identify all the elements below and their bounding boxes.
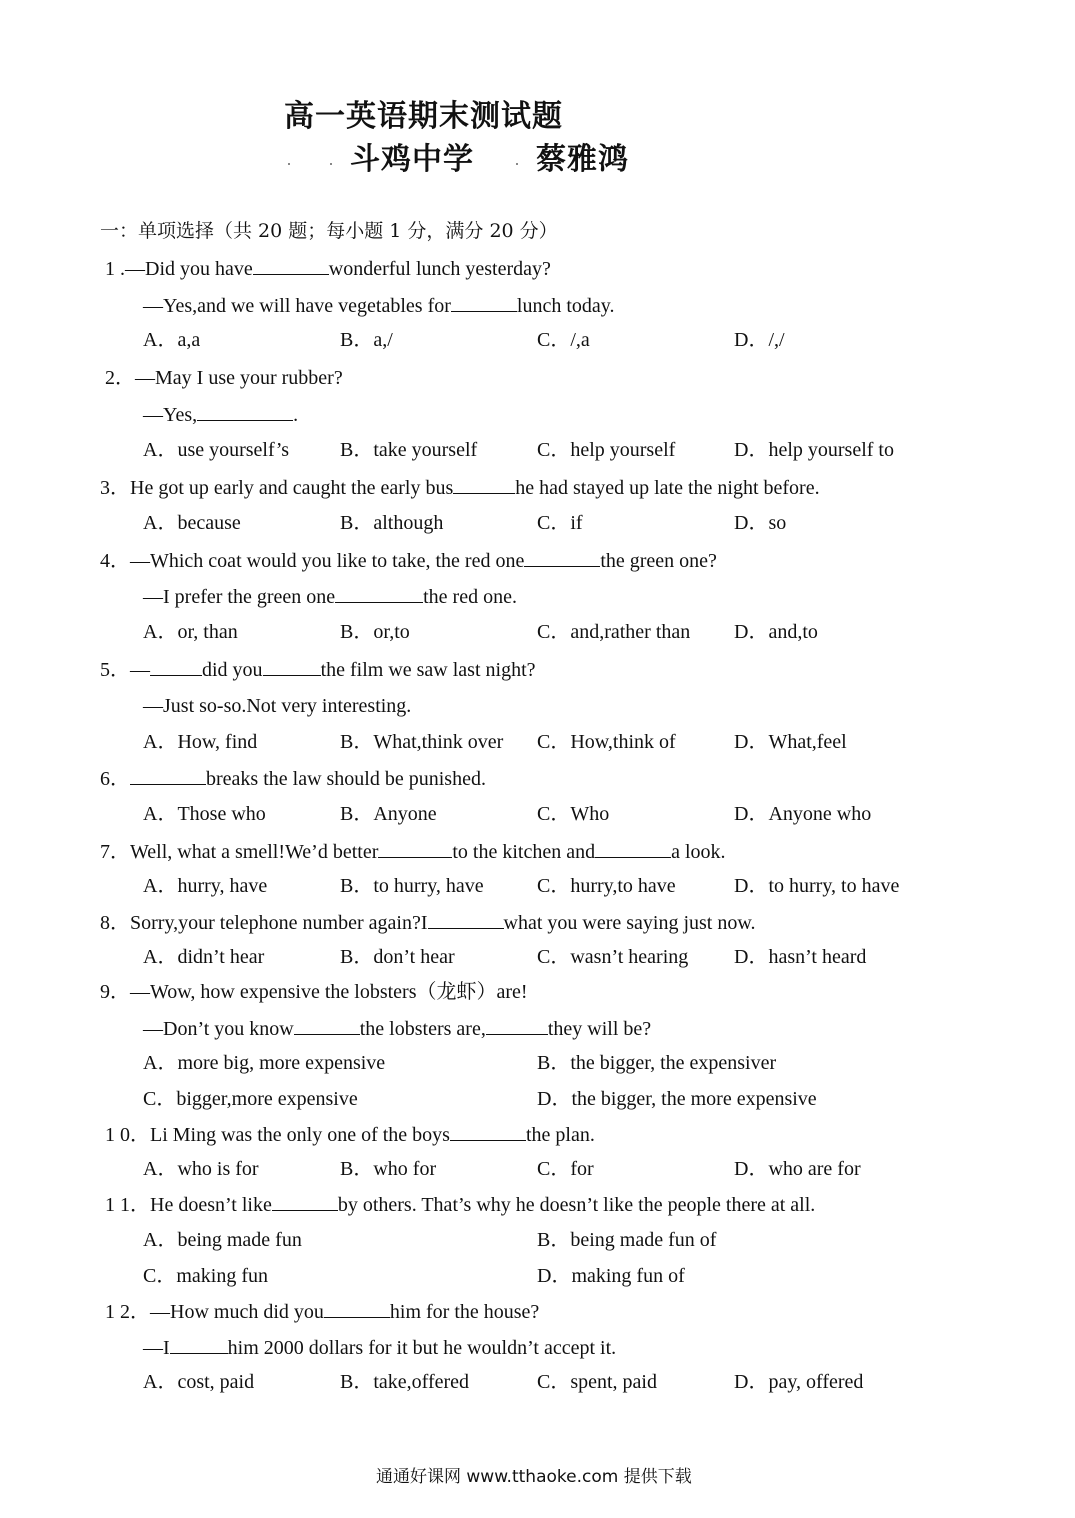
page-title: 高一英语期末测试题	[284, 99, 563, 134]
answer-option: A．more big, more expensive	[143, 1052, 386, 1074]
question-text: 2．—May I use your rubber?	[105, 367, 343, 389]
answer-option: B．or,to	[340, 621, 410, 643]
section-heading: 一：单项选择（共 20 题；每小题 1 分，满分 20 分）	[100, 220, 558, 242]
question-6-line-1	[100, 766, 486, 791]
answer-option: B．to hurry, have	[340, 875, 484, 897]
answer-blank	[378, 839, 452, 858]
question-8-line-1	[100, 910, 756, 935]
question-2-line-2	[143, 402, 298, 427]
answer-option: D．What,feel	[734, 731, 847, 753]
question-text: him 2000 dollars for it but he wouldn’t accept it.	[227, 1337, 617, 1359]
answer-option: C．help yourself	[537, 439, 676, 461]
question-1-line-1	[105, 256, 551, 281]
question-5-line-1	[100, 657, 536, 682]
question-text: by others. That’s why he doesn’t like the people there at all.	[337, 1194, 816, 1216]
answer-option: A．who is for	[143, 1158, 259, 1180]
question-10-line-1	[105, 1122, 595, 1147]
question-text: the plan.	[525, 1124, 595, 1146]
answer-option: C．/,a	[537, 329, 590, 351]
answer-option: C．if	[537, 512, 583, 534]
question-text: he had stayed up late the night before.	[515, 477, 820, 499]
question-text: 7．Well, what a smell!We’d better	[100, 841, 379, 863]
answer-option: C．spent, paid	[537, 1371, 657, 1393]
answer-option: B．take,offered	[340, 1371, 470, 1393]
question-9-line-2	[143, 1016, 651, 1041]
question-text: a look.	[671, 841, 726, 863]
answer-blank	[335, 584, 423, 603]
question-12-line-2	[143, 1335, 616, 1360]
answer-blank	[450, 1122, 526, 1141]
question-5-line-2	[143, 694, 411, 718]
answer-option: B．What,think over	[340, 731, 504, 753]
question-1-line-2	[143, 293, 614, 318]
question-text: the green one?	[600, 550, 717, 572]
answer-option: B．being made fun of	[537, 1229, 717, 1251]
answer-option: C．making fun	[143, 1265, 268, 1287]
question-text: wonderful lunch yesterday?	[328, 258, 551, 280]
answer-option: C．wasn’t hearing	[537, 946, 689, 968]
answer-option: C．for	[537, 1158, 594, 1180]
answer-option: D．and,to	[734, 621, 818, 643]
answer-blank	[272, 1192, 338, 1211]
answer-option: A．or, than	[143, 621, 238, 643]
answer-option: C．How,think of	[537, 731, 676, 753]
scan-dot	[288, 163, 290, 165]
answer-option: A．How, find	[143, 731, 258, 753]
school-name: 斗鸡中学	[350, 142, 474, 177]
answer-option: B．who for	[340, 1158, 437, 1180]
subtitle	[350, 134, 629, 178]
question-11-line-1	[105, 1192, 815, 1217]
question-text: —Just so-so.Not very interesting.	[143, 695, 412, 717]
answer-blank	[324, 1299, 390, 1318]
question-text: the red one.	[423, 586, 517, 608]
question-text: 4．—Which coat would you like to take, the red one	[100, 550, 525, 572]
question-text: breaks the law should be punished.	[206, 768, 486, 790]
scan-dot	[516, 163, 518, 165]
author-name: 蔡雅鸿	[536, 142, 629, 177]
question-text: 1 2．—How much did you	[105, 1301, 324, 1323]
question-text: lunch today.	[516, 295, 615, 317]
answer-option: D．who are for	[734, 1158, 861, 1180]
answer-blank	[130, 766, 206, 785]
answer-option: A．Those who	[143, 803, 266, 825]
question-text: 1 1．He doesn’t like	[105, 1194, 272, 1216]
question-text: 8．Sorry,your telephone number again?I	[100, 912, 428, 934]
question-9-line-1	[100, 980, 528, 1004]
question-text: what you were saying just now.	[503, 912, 756, 934]
question-text: 1 .—Did you have	[105, 258, 253, 280]
question-text: the film we saw last night?	[320, 659, 536, 681]
answer-blank	[595, 839, 671, 858]
answer-blank	[451, 293, 517, 312]
answer-blank	[294, 1016, 360, 1035]
question-text: —I prefer the green one	[143, 586, 336, 608]
question-7-line-1	[100, 839, 726, 864]
question-text: 1 0．Li Ming was the only one of the boys	[105, 1124, 450, 1146]
answer-option: B．take yourself	[340, 439, 478, 461]
scan-dot	[330, 163, 332, 165]
answer-option: A．hurry, have	[143, 875, 268, 897]
answer-option: D．help yourself to	[734, 439, 894, 461]
answer-option: A．a,a	[143, 329, 201, 351]
answer-option: C．hurry,to have	[537, 875, 676, 897]
answer-option: B．although	[340, 512, 444, 534]
answer-blank	[197, 402, 293, 421]
answer-option: D．hasn’t heard	[734, 946, 867, 968]
question-text: —I	[143, 1337, 170, 1359]
answer-blank	[150, 657, 202, 676]
answer-blank	[263, 657, 321, 676]
answer-option: D．Anyone who	[734, 803, 872, 825]
question-2-line-1	[105, 366, 343, 390]
answer-option: D．the bigger, the more expensive	[537, 1088, 817, 1110]
question-4-line-1	[100, 548, 717, 573]
answer-blank	[253, 256, 329, 275]
answer-option: A．because	[143, 512, 241, 534]
question-text: to the kitchen and	[452, 841, 596, 863]
question-text: —Yes,and we will have vegetables for	[143, 295, 451, 317]
question-text: did you	[202, 659, 263, 681]
answer-option: A．didn’t hear	[143, 946, 265, 968]
answer-option: D．so	[734, 512, 787, 534]
question-text: .	[293, 404, 299, 426]
answer-blank	[486, 1016, 548, 1035]
question-text: 9．—Wow, how expensive the lobsters（龙虾）are!	[100, 981, 528, 1003]
answer-blank	[453, 475, 515, 494]
answer-option: B．don’t hear	[340, 946, 455, 968]
answer-option: C．bigger,more expensive	[143, 1088, 358, 1110]
answer-option: C．and,rather than	[537, 621, 691, 643]
answer-option: D．making fun of	[537, 1265, 685, 1287]
answer-option: D．/,/	[734, 329, 785, 351]
question-text: 3．He got up early and caught the early bus	[100, 477, 454, 499]
answer-blank	[428, 910, 504, 929]
question-text: they will be?	[547, 1018, 652, 1040]
answer-option: B．the bigger, the expensiver	[537, 1052, 777, 1074]
question-12-line-1	[105, 1299, 539, 1324]
footer-credit: 通通好课网 www.tthaoke.com 提供下载	[376, 1467, 692, 1487]
question-text: the lobsters are,	[359, 1018, 486, 1040]
answer-option: C．Who	[537, 803, 610, 825]
question-3-line-1	[100, 475, 820, 500]
answer-blank	[524, 548, 600, 567]
answer-option: D．pay, offered	[734, 1371, 864, 1393]
question-4-line-2	[143, 584, 517, 609]
answer-option: A．cost, paid	[143, 1371, 255, 1393]
question-text: him for the house?	[389, 1301, 540, 1323]
question-text: 5．—	[100, 659, 150, 681]
answer-option: A．being made fun	[143, 1229, 302, 1251]
answer-option: D．to hurry, to have	[734, 875, 900, 897]
question-text: 6．	[100, 768, 130, 790]
answer-option: A．use yourself’s	[143, 439, 290, 461]
answer-option: B．Anyone	[340, 803, 437, 825]
question-text: —Don’t you know	[143, 1018, 294, 1040]
answer-blank	[170, 1335, 228, 1354]
question-text: —Yes,	[143, 404, 198, 426]
answer-option: B．a,/	[340, 329, 393, 351]
